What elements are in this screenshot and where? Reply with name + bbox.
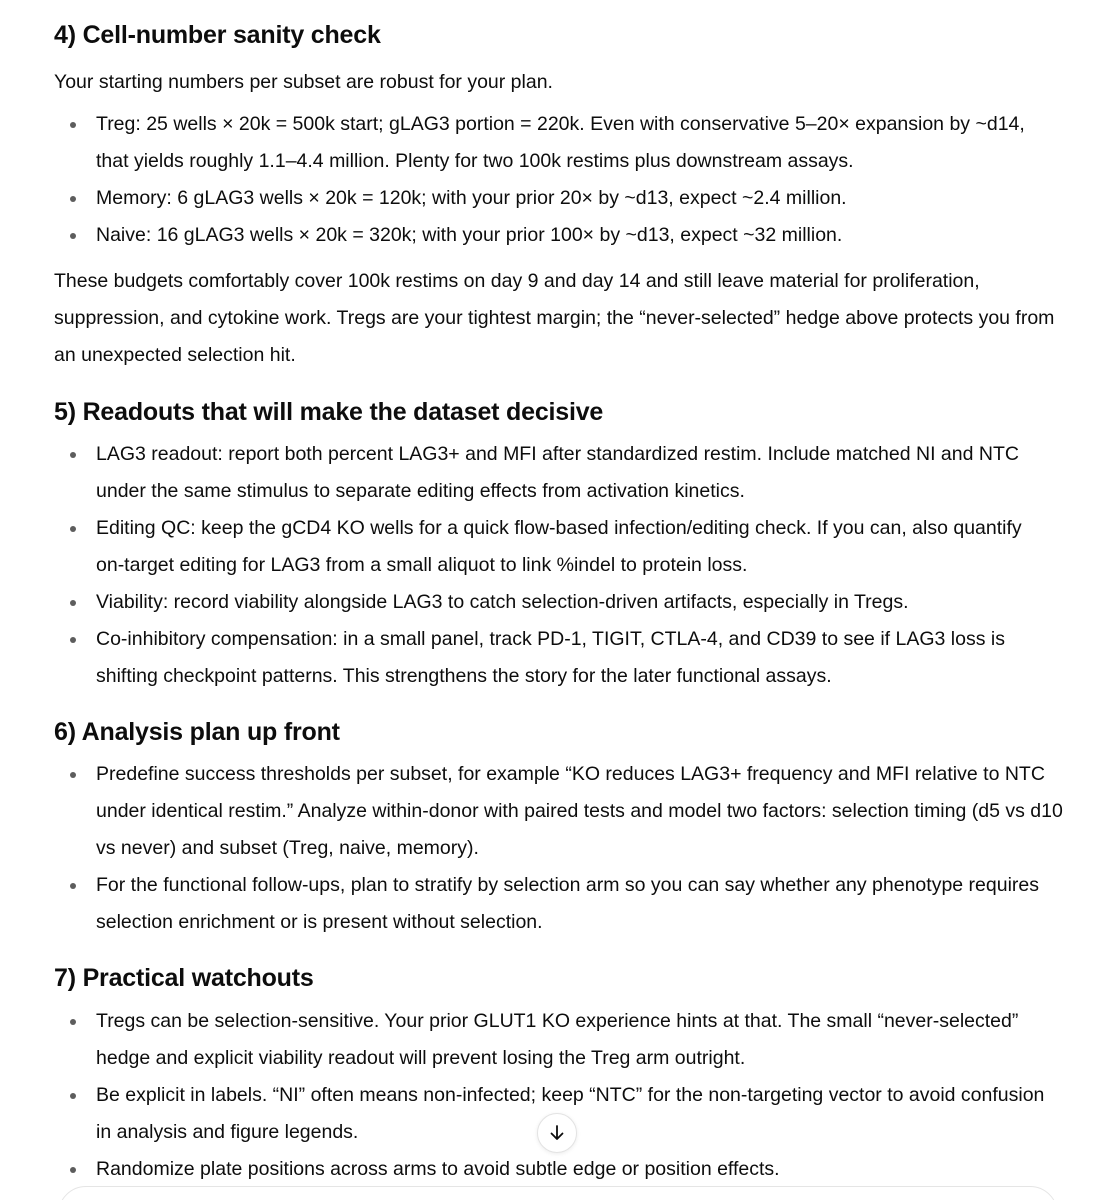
list-item xyxy=(54,436,1056,510)
bullet-dot xyxy=(70,526,76,532)
section-intro: Your starting numbers per subset are robust for your plan. xyxy=(54,71,553,93)
list-item-text: Viability: record viability alongside LAG3 to catch selection-driven artifacts, especially in Tregs. xyxy=(96,591,909,613)
bullet-list xyxy=(54,1003,1064,1188)
bullet-list xyxy=(54,106,1064,254)
bullet-dot xyxy=(70,1093,76,1099)
bullet-dot xyxy=(70,637,76,643)
bullet-dot xyxy=(70,772,76,778)
section-paragraph: These budgets comfortably cover 100k restims on day 9 and day 14 and still leave material for proliferation, suppression, and cytokine work. Tregs are your tightest margin; the “never-selected” hedge above protects you from an unexpected selection hit. xyxy=(54,270,1055,366)
list-item-text: For the functional follow-ups, plan to stratify by selection arm so you can say whether any phenotype requires selection enrichment or is present without selection. xyxy=(96,874,1039,933)
bullet-dot xyxy=(70,600,76,606)
list-item-text: Predefine success thresholds per subset, for example “KO reduces LAG3+ frequency and MFI relative to NTC under identical restim.” Analyze within-donor with paired tests and model two factors: selection timing (d5 vs d10 vs never) and subset (Treg, naive, memory). xyxy=(96,763,1063,859)
bullet-list xyxy=(54,756,1064,941)
list-item xyxy=(54,621,1026,695)
message-composer[interactable] xyxy=(58,1186,1058,1200)
bullet-dot xyxy=(70,1167,76,1173)
bullet-dot xyxy=(70,122,76,128)
list-item-text: Editing QC: keep the gCD4 KO wells for a quick flow-based infection/editing check. If you can, also quantify on-target editing for LAG3 from a small aliquot to link %indel to protein loss. xyxy=(96,517,1022,576)
section-heading-readouts: 5) Readouts that will make the dataset decisive xyxy=(54,398,604,426)
list-item-text: Co-inhibitory compensation: in a small panel, track PD-1, TIGIT, CTLA-4, and CD39 to see if LAG3 loss is shifting checkpoint patterns. This strengthens the story for the later functional assays. xyxy=(96,628,1005,687)
bullet-dot xyxy=(70,1019,76,1025)
list-item xyxy=(54,180,1064,217)
bullet-dot xyxy=(70,452,76,458)
section-heading-analysis-plan: 6) Analysis plan up front xyxy=(54,718,340,746)
list-item xyxy=(54,756,1064,867)
bullet-dot xyxy=(70,233,76,239)
bullet-list xyxy=(54,436,1064,695)
list-item xyxy=(54,1003,1021,1077)
list-item xyxy=(54,217,1064,254)
bullet-dot xyxy=(70,196,76,202)
list-item-text: Randomize plate positions across arms to avoid subtle edge or position effects. xyxy=(96,1158,780,1180)
list-item-text: Treg: 25 wells × 20k = 500k start; gLAG3 portion = 220k. Even with conservative 5–20× expansion by ~d14, that yields roughly 1.1–4.4 million. Plenty for two 100k restims plus downstream assays. xyxy=(96,113,1025,172)
section-heading-cell-number: 4) Cell-number sanity check xyxy=(54,21,381,49)
list-item xyxy=(54,510,1031,584)
scroll-to-bottom-button[interactable] xyxy=(537,1113,577,1153)
list-item-text: LAG3 readout: report both percent LAG3+ and MFI after standardized restim. Include matched NI and NTC under the same stimulus to separate editing effects from activation kinetics. xyxy=(96,443,1019,502)
section-heading-watchouts: 7) Practical watchouts xyxy=(54,964,314,992)
list-item-text: Naive: 16 gLAG3 wells × 20k = 320k; with your prior 100× by ~d13, expect ~32 million. xyxy=(96,224,843,246)
list-item xyxy=(54,106,1059,180)
list-item-text: Tregs can be selection-sensitive. Your prior GLUT1 KO experience hints at that. The small “never-selected” hedge and explicit viability readout will prevent losing the Treg arm outright. xyxy=(96,1010,1019,1069)
list-item xyxy=(54,1151,1064,1188)
list-item-text: Be explicit in labels. “NI” often means non-infected; keep “NTC” for the non-targeting vector to avoid confusion in analysis and figure legends. xyxy=(96,1084,1045,1143)
list-item xyxy=(54,584,1064,621)
bullet-dot xyxy=(70,883,76,889)
list-item xyxy=(54,867,1061,941)
list-item-text: Memory: 6 gLAG3 wells × 20k = 120k; with your prior 20× by ~d13, expect ~2.4 million. xyxy=(96,187,847,209)
arrow-down-icon xyxy=(547,1123,567,1143)
